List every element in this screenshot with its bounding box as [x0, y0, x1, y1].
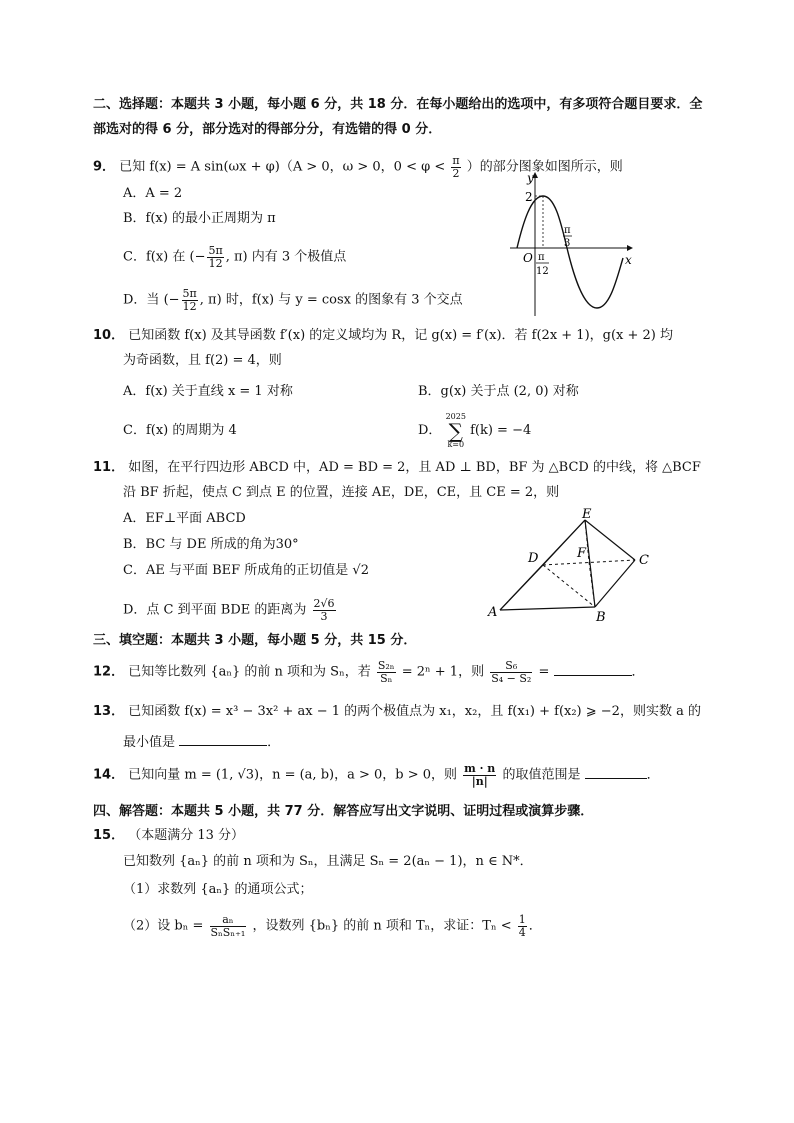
label-E: E [582, 507, 592, 522]
q10-line1 [93, 328, 673, 344]
y-axis-label: y [527, 171, 534, 185]
section3-heading: 三、填空题：本题共 3 小题，每小题 5 分，共 15 分． [93, 633, 417, 648]
q13-line2-text: 最小值是 [123, 735, 176, 750]
q15-part2-den: SₙSₙ₊₁ [210, 925, 246, 939]
q12-frac1 [377, 660, 396, 684]
tick2-num: π [564, 225, 571, 236]
q14-end: ． [646, 767, 660, 783]
q12-frac1-num: S₂ₙ [377, 659, 395, 672]
q11-number: 11． [93, 460, 125, 475]
q9-c-frac-num: 5π [208, 244, 223, 257]
q14-frac-num: m · n [464, 762, 496, 775]
q11-d-frac-den: 3 [320, 609, 328, 623]
q9-option-c-a: C．f(x) 在 [123, 249, 186, 265]
q14-text-a: 已知向量 m = (1, √3)，n = (a, b)，a > 0，b > 0，则 [128, 767, 458, 783]
q14-answer-blank[interactable] [585, 766, 647, 779]
q11-line1 [93, 460, 701, 476]
q15-part2-num: aₙ [210, 914, 247, 927]
x-axis-label: x [625, 253, 632, 267]
q11-option-a: A．EF⊥平面 ABCD [123, 511, 246, 526]
q9-number: 9． [93, 159, 116, 175]
section2-heading-line1: 二、选择题：本题共 3 小题，每小题 6 分，共 18 分．在每小题给出的选项中，有多项符合题目要求．全 [93, 97, 703, 112]
q12-frac2-num: S₆ [490, 660, 532, 673]
tick1-den: 12 [536, 266, 549, 277]
q14-frac-den: |n| [471, 774, 488, 788]
q15-quarter-num: 1 [518, 913, 526, 926]
q15-header-text: （本题满分 13 分） [128, 828, 245, 843]
q9-c-frac-den: 12 [208, 256, 223, 270]
q15-part2 [123, 914, 542, 938]
q12-text-a: 已知等比数列 {aₙ} 的前 n 项和为 Sₙ，若 [128, 664, 371, 680]
q13-answer-blank[interactable] [179, 733, 267, 746]
q9-stem-a: 已知 f(x) = A sin(ωx + φ)（A > 0，ω > 0，0 < φ < [119, 159, 446, 175]
q11-option-d-a: D．点 C 到平面 BDE 的距离为 [123, 602, 307, 618]
q9-option-d-frac [182, 288, 198, 312]
q11-option-d [123, 598, 338, 622]
q11-line1-text: 如图，在平行四边形 ABCD 中，AD = BD = 2，且 AD ⊥ BD，BF 为 △BCD 的中线，将 △BCF [128, 460, 701, 475]
q9-option-d-close: , π) [199, 292, 222, 308]
q15-quarter-den: 4 [518, 925, 526, 939]
label-A: A [488, 605, 498, 620]
q10-sum-top: 2025 [445, 412, 466, 421]
tick1-num: π [538, 252, 545, 263]
q9-stem-b: ）的部分图象如图所示，则 [466, 159, 623, 175]
tick2-den: 3 [564, 238, 571, 249]
q15-header [93, 828, 244, 844]
q12-end: ． [631, 664, 645, 680]
q9-option-b: B．f(x) 的最小正周期为 π [123, 211, 276, 226]
q9-option-c-close: , π) [225, 249, 248, 265]
q13-line1 [93, 704, 701, 720]
q10-number: 10． [93, 328, 125, 343]
q11-d-frac-num: 2√6 [313, 597, 335, 610]
edge-BC [595, 560, 635, 607]
q9-d-frac-den: 12 [182, 299, 197, 313]
q9-option-c-frac [207, 245, 223, 269]
q10-option-d-a: D． [418, 423, 442, 439]
ymax-label: 2 [525, 190, 533, 204]
q12-text-c: = [538, 664, 550, 680]
section4-heading: 四、解答题：本题共 5 小题，共 77 分．解答应写出文字说明、证明过程或演算步骤． [93, 804, 594, 819]
label-B: B [596, 610, 606, 625]
q11-option-d-frac [313, 598, 336, 622]
label-D: D [528, 551, 539, 566]
q11-line2: 沿 BF 折起，使点 C 到点 E 的位置，连接 AE，DE，CE，且 CE = 2，则 [123, 485, 560, 500]
q13-line2 [123, 733, 280, 751]
q10-line2: 为奇函数，且 f(2) = 4，则 [123, 353, 282, 368]
q11-option-c: C．AE 与平面 BEF 所成角的正切值是 √2 [123, 563, 369, 578]
q15-number: 15． [93, 828, 125, 843]
q12-text-b: = 2ⁿ + 1，则 [401, 664, 485, 680]
q9-option-d-a: D．当 [123, 292, 160, 308]
q9-d-frac-num: 5π [182, 287, 197, 300]
q9-option-d-b: 时，f(x) 与 y = cosx 的图象有 3 个交点 [225, 292, 463, 308]
q10-sigma: ∑ [448, 419, 463, 443]
q10-sum-symbol [446, 413, 466, 449]
q9-option-a: A．A = 2 [123, 186, 183, 201]
q9-frac-den: 2 [452, 166, 460, 180]
q15-part2-a: （2）设 bₙ = [123, 918, 204, 934]
origin-label: O [523, 251, 533, 265]
q12-frac2 [490, 660, 532, 684]
q14-number: 14． [93, 767, 125, 783]
q10-sum-bottom: k=0 [447, 440, 465, 449]
q10-line1-text: 已知函数 f(x) 及其导函数 f′(x) 的定义域均为 R，记 g(x) = f′(x)．若 f(2x + 1)，g(x + 2) 均 [128, 328, 674, 343]
q13-end: ． [267, 735, 281, 750]
q11-fold-figure [485, 505, 660, 627]
q14-text-b: 的取值范围是 [502, 767, 581, 783]
q15-part2-frac [210, 914, 247, 938]
q15-part2-quarter [518, 914, 527, 938]
q9-pi-over-2 [451, 155, 460, 179]
q15-line1: 已知数列 {aₙ} 的前 n 项和为 Sₙ，且满足 Sₙ = 2(aₙ − 1)，n ∈ N*． [123, 854, 533, 869]
q12-frac2-den: S₄ − S₂ [491, 671, 532, 685]
q9-option-c-open: (− [189, 249, 206, 265]
edge-AB [500, 607, 595, 610]
section2-heading-line2: 部选对的得 6 分，部分选对的得部分分，有选错的得 0 分． [93, 122, 442, 137]
q9-option-d-open: (− [163, 292, 180, 308]
q13-line1-text: 已知函数 f(x) = x³ − 3x² + ax − 1 的两个极值点为 x₁，x₂，且 f(x₁) + f(x₂) ⩾ −2，则实数 a 的 [128, 704, 701, 719]
q10-option-a: A．f(x) 关于直线 x = 1 对称 [123, 384, 293, 399]
q12-frac1-den: Sₙ [380, 671, 393, 685]
q12-line [93, 660, 645, 684]
q10-option-c: C．f(x) 的周期为 4 [123, 423, 237, 438]
q10-option-d [418, 413, 531, 449]
sine-curve [517, 196, 623, 308]
q15-part2-end: ． [528, 918, 542, 934]
q9-option-d [123, 288, 463, 312]
q13-number: 13． [93, 704, 125, 719]
label-F: F [577, 546, 587, 561]
q9-sine-graph [505, 168, 640, 318]
q10-option-b: B．g(x) 关于点 (2, 0) 对称 [418, 384, 579, 399]
q12-number: 12． [93, 664, 125, 680]
edge-DB [543, 565, 595, 607]
q9-option-c-b: 内有 3 个极值点 [251, 249, 347, 265]
q14-frac [463, 763, 496, 787]
q10-option-d-b: f(k) = −4 [470, 423, 532, 439]
label-C: C [639, 553, 649, 568]
q15-part2-b: ，设数列 {bₙ} 的前 n 项和 Tₙ，求证：Tₙ < [252, 918, 512, 934]
q14-line [93, 763, 660, 787]
q9-frac-num: π [452, 154, 460, 167]
q12-answer-blank[interactable] [554, 663, 632, 676]
q11-option-b: B．BC 与 DE 所成的角为30° [123, 537, 299, 552]
edge-EC [585, 520, 635, 560]
q9-option-c [123, 245, 346, 269]
q15-part1: （1）求数列 {aₙ} 的通项公式； [123, 882, 313, 897]
